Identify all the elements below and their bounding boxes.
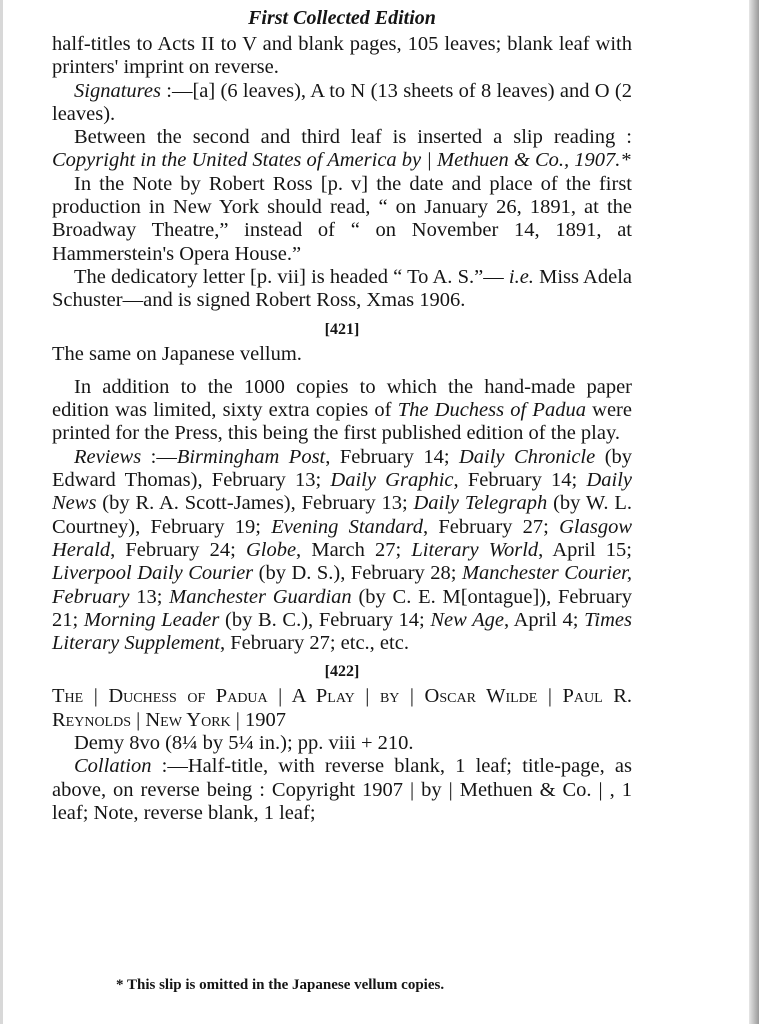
reviews-sep: :— xyxy=(141,445,177,468)
review-date: 13; xyxy=(129,585,170,608)
signatures-text: :—[a] (6 leaves), A to N (13 sheets of 8 leaves) and O (2 leaves). xyxy=(52,79,632,125)
spacer xyxy=(52,366,632,376)
review-date: (by D. S.), February 28; xyxy=(253,562,462,585)
extra-copies-a: In addition to the 1000 copies to which the hand-made paper edition was limited, sixty extra copies of xyxy=(52,375,632,422)
review-date: (by Edward Thomas), February 13; xyxy=(52,445,633,492)
review-source: Daily News xyxy=(52,469,633,515)
review-source: Manchester Guardian xyxy=(169,585,352,608)
entry-number-422: [422] xyxy=(324,663,360,681)
review-date: (by W. L. Courtney), February 19; xyxy=(52,492,632,538)
review-date: , February 27; xyxy=(423,515,560,538)
collation-label: Collation xyxy=(74,755,152,778)
review-date: , April 15; xyxy=(538,538,632,561)
paragraph-reviews xyxy=(52,446,632,656)
review-date: (by R. A. Scott-James), February 13; xyxy=(96,492,414,515)
slip-text: Between the second and third leaf is inserted a slip reading : xyxy=(74,126,632,149)
paragraph-dedicatory-letter xyxy=(52,266,632,313)
review-date: , April 4; xyxy=(503,608,585,631)
review-date: , February 24; xyxy=(110,538,246,561)
dedication-ie: i.e. xyxy=(508,265,534,288)
play-title: The Duchess of Padua xyxy=(397,399,586,422)
collation-text: :—Half-title, with reverse blank, 1 leaf; title-page, as above, on reverse being : Copyright 1907 | by | Methuen & Co. | , 1 leaf; Note, reverse blank, 1 leaf; xyxy=(52,755,632,824)
running-head: First Collected Edition xyxy=(248,7,436,29)
dedication-text-a: The dedicatory letter [p. vii] is headed “ To A. S.”— xyxy=(74,265,509,288)
entry-422-collation xyxy=(52,755,632,825)
paragraph-half-titles: half-titles to Acts II to V and blank pages, 105 leaves; blank leaf with printers' imprint on reverse. xyxy=(52,33,632,79)
review-source: Times Literary Supplement xyxy=(52,608,633,655)
review-source: Glasgow Herald xyxy=(52,515,632,561)
paragraph-signatures xyxy=(52,80,632,127)
paragraph-ross-note: In the Note by Robert Ross [p. v] the date and place of the first production in New York should read, “ on January 26, 1891, at the Broadway Theatre,” instead of “ on November 14, 1891, at Hammerstein's Opera House.” xyxy=(52,172,632,265)
dedication-text-c: Miss Adela Schuster—and is signed Robert Ross, Xmas 1906. xyxy=(52,265,632,312)
extra-copies-c: were printed for the Press, this being the first published edition of the play. xyxy=(52,399,632,445)
review-date: , February 14; xyxy=(325,445,459,468)
footnote: * This slip is omitted in the Japanese vellum copies. xyxy=(116,977,445,993)
paragraph-extra-copies xyxy=(52,376,632,446)
entry-422-title: The | Duchess of Padua | A Play | by | Oscar Wilde | Paul R. Reynolds | New York | 1907 xyxy=(52,685,632,731)
paragraph-copyright-slip xyxy=(52,126,632,173)
entry-421-heading: The same on Japanese vellum. xyxy=(52,342,302,365)
signatures-label: Signatures xyxy=(74,79,161,102)
review-source: Daily Graphic xyxy=(330,469,454,492)
review-source: Birmingham Post xyxy=(176,445,326,468)
review-source: Morning Leader xyxy=(83,608,220,631)
slip-quote: Copyright in the United States of America by | Methuen & Co., 1907.* xyxy=(52,149,631,172)
review-date: (by B. C.), February 14; xyxy=(219,608,431,631)
entry-number-421: [421] xyxy=(324,320,360,338)
review-date: , February 14; xyxy=(453,469,587,492)
review-source: Literary World xyxy=(411,538,539,561)
review-source: Liverpool Daily Courier xyxy=(52,562,254,585)
review-source: Daily Telegraph xyxy=(413,492,548,515)
review-date: , March 27; xyxy=(296,538,412,561)
review-source: Manchester Courier, February xyxy=(52,562,632,608)
reviews-label: Reviews xyxy=(74,445,142,468)
review-source: Evening Standard xyxy=(271,515,424,538)
review-source: Daily Chronicle xyxy=(458,445,596,468)
page-right-edge-shadow xyxy=(749,0,759,1024)
book-page xyxy=(52,4,632,825)
entry-422-format: Demy 8vo (8¼ by 5¼ in.); pp. viii + 210. xyxy=(74,732,414,755)
review-source: New Age xyxy=(430,608,504,631)
review-source: Globe xyxy=(245,538,297,561)
review-date: (by C. E. M[ontague]), February 21; xyxy=(52,585,632,631)
page-left-edge xyxy=(0,0,3,1024)
review-date: , February 27; etc., etc. xyxy=(219,632,409,655)
